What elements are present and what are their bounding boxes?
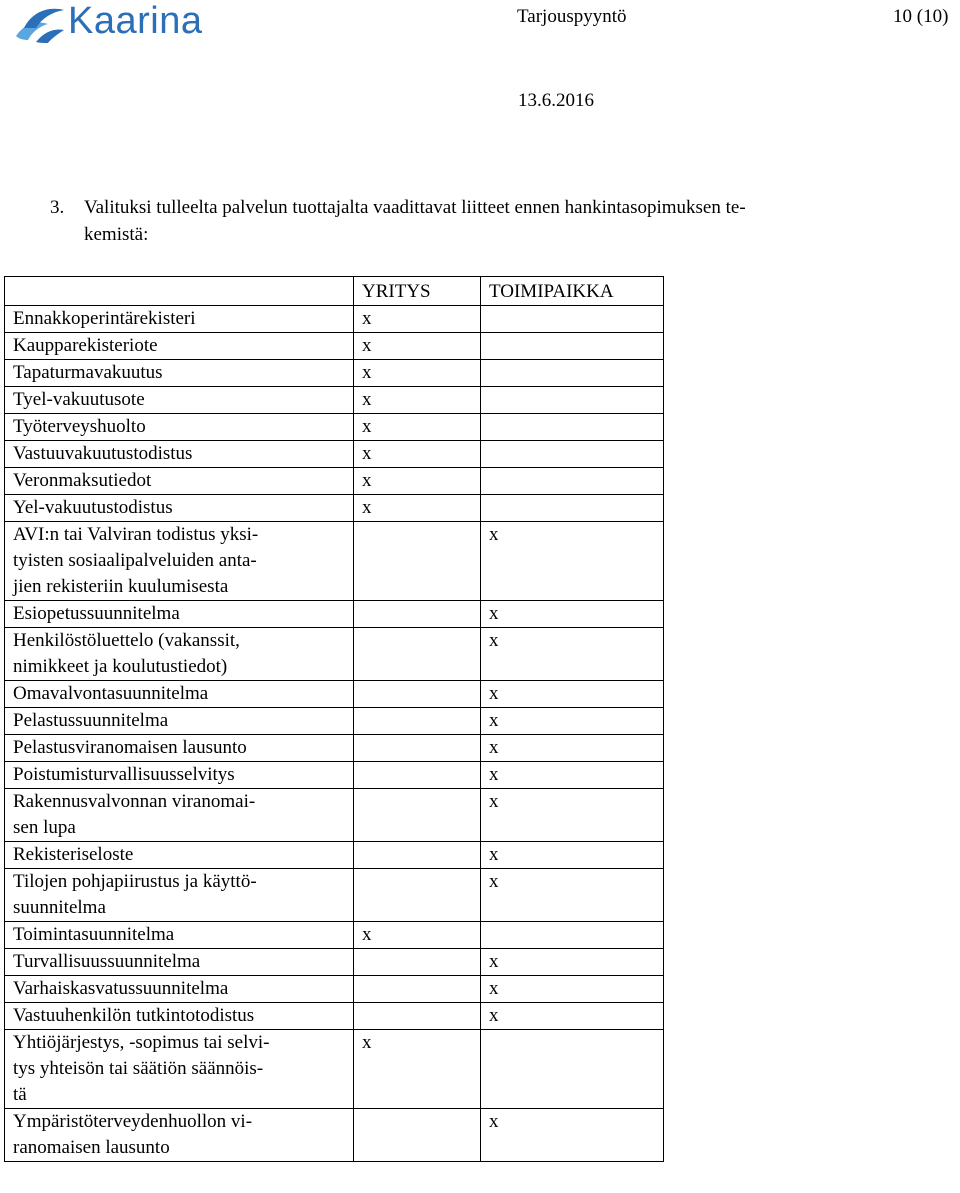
attachment-name-line: Kaupparekisteriote — [13, 335, 158, 356]
yritys-mark — [354, 842, 481, 869]
toimipaikka-mark: x — [481, 762, 664, 789]
table-header-row — [5, 277, 664, 306]
table-row — [5, 495, 664, 522]
attachment-name-line: AVI:n tai Valviran todistus yksi- — [13, 524, 259, 545]
attachment-name-line: ranomaisen lausunto — [13, 1137, 170, 1158]
toimipaikka-mark: x — [481, 522, 664, 601]
section-number: 3. — [50, 197, 65, 218]
attachment-name-line: Yhtiöjärjestys, -sopimus tai selvi- — [13, 1032, 270, 1053]
attachment-name — [5, 1030, 354, 1109]
attachment-name-line: Tyel-vakuutusote — [13, 389, 145, 410]
attachment-name-line: Tapaturmavakuutus — [13, 362, 163, 383]
attachment-name — [5, 601, 354, 628]
table-row — [5, 976, 664, 1003]
attachment-name-line: Omavalvontasuunnitelma — [13, 683, 209, 704]
yritys-mark: x — [354, 387, 481, 414]
kaarina-logo — [14, 2, 214, 44]
kaarina-wave-logo-icon — [14, 2, 66, 44]
table-row — [5, 762, 664, 789]
attachment-name — [5, 628, 354, 681]
attachment-name — [5, 441, 354, 468]
logo-wordmark: Kaarina — [68, 0, 203, 42]
yritys-mark — [354, 601, 481, 628]
table-row — [5, 468, 664, 495]
yritys-mark — [354, 708, 481, 735]
attachment-name — [5, 1003, 354, 1030]
table-row — [5, 1030, 664, 1109]
toimipaikka-mark — [481, 360, 664, 387]
yritys-mark: x — [354, 441, 481, 468]
attachment-name-line: Pelastussuunnitelma — [13, 710, 169, 731]
toimipaikka-mark — [481, 468, 664, 495]
attachment-name-line: Henkilöstöluettelo (vakanssit, — [13, 630, 240, 651]
toimipaikka-mark: x — [481, 869, 664, 922]
table-row — [5, 360, 664, 387]
toimipaikka-mark: x — [481, 976, 664, 1003]
attachment-name-line: Ympäristöterveydenhuollon vi- — [13, 1111, 253, 1132]
attachment-name-line: Tilojen pohjapiirustus ja käyttö- — [13, 871, 257, 892]
attachment-name-line: Työterveyshuolto — [13, 416, 146, 437]
table-row — [5, 601, 664, 628]
toimipaikka-mark: x — [481, 708, 664, 735]
section-text-line1: Valituksi tulleelta palvelun tuottajalta vaadittavat liitteet ennen hankintasopimuksen te- — [84, 197, 746, 218]
attachment-name-line: Esiopetussuunnitelma — [13, 603, 180, 624]
table-row — [5, 681, 664, 708]
attachment-name-line: Varhaiskasvatussuunnitelma — [13, 978, 229, 999]
attachment-name — [5, 522, 354, 601]
toimipaikka-mark — [481, 306, 664, 333]
attachment-name — [5, 681, 354, 708]
attachment-name-line: Vastuuhenkilön tutkintotodistus — [13, 1005, 255, 1026]
table-row — [5, 306, 664, 333]
toimipaikka-mark: x — [481, 735, 664, 762]
attachment-name — [5, 414, 354, 441]
table-row — [5, 1109, 664, 1162]
toimipaikka-mark — [481, 922, 664, 949]
attachment-name-line: jien rekisteriin kuulumisesta — [13, 576, 229, 597]
yritys-mark: x — [354, 495, 481, 522]
yritys-mark — [354, 789, 481, 842]
toimipaikka-mark: x — [481, 1003, 664, 1030]
page-number: 10 (10) — [893, 6, 949, 27]
document-title: Tarjouspyyntö — [517, 6, 627, 27]
toimipaikka-mark — [481, 441, 664, 468]
attachments-table — [4, 276, 664, 1162]
attachment-name — [5, 789, 354, 842]
yritys-mark: x — [354, 922, 481, 949]
table-row — [5, 735, 664, 762]
attachment-name-line: nimikkeet ja koulutustiedot) — [13, 656, 228, 677]
table-row — [5, 441, 664, 468]
yritys-mark — [354, 681, 481, 708]
attachment-name-line: Yel-vakuutustodistus — [13, 497, 173, 518]
yritys-mark — [354, 522, 481, 601]
attachment-name — [5, 387, 354, 414]
table-row — [5, 522, 664, 601]
table-row — [5, 333, 664, 360]
attachment-name — [5, 708, 354, 735]
toimipaikka-mark: x — [481, 601, 664, 628]
table-row — [5, 387, 664, 414]
attachment-name-line: Veronmaksutiedot — [13, 470, 152, 491]
yritys-mark — [354, 735, 481, 762]
yritys-mark: x — [354, 360, 481, 387]
toimipaikka-mark — [481, 333, 664, 360]
attachment-name — [5, 976, 354, 1003]
toimipaikka-mark: x — [481, 1109, 664, 1162]
attachment-name — [5, 468, 354, 495]
document-date: 13.6.2016 — [518, 90, 594, 111]
toimipaikka-mark: x — [481, 949, 664, 976]
attachment-name — [5, 495, 354, 522]
toimipaikka-mark — [481, 495, 664, 522]
yritys-mark: x — [354, 468, 481, 495]
table-row — [5, 869, 664, 922]
header-toimipaikka: TOIMIPAIKKA — [481, 277, 664, 306]
attachment-name — [5, 735, 354, 762]
table-row — [5, 414, 664, 441]
attachment-name — [5, 1109, 354, 1162]
table-row — [5, 842, 664, 869]
table-row — [5, 789, 664, 842]
attachment-name-line: Pelastusviranomaisen lausunto — [13, 737, 247, 758]
attachment-name-line: Vastuuvakuutustodistus — [13, 443, 193, 464]
yritys-mark — [354, 762, 481, 789]
attachment-name — [5, 306, 354, 333]
yritys-mark: x — [354, 1030, 481, 1109]
attachment-name-line: Turvallisuussuunnitelma — [13, 951, 201, 972]
attachment-name — [5, 949, 354, 976]
toimipaikka-mark — [481, 1030, 664, 1109]
attachment-name-line: Toimintasuunnitelma — [13, 924, 175, 945]
table-row — [5, 628, 664, 681]
toimipaikka-mark: x — [481, 681, 664, 708]
yritys-mark — [354, 1109, 481, 1162]
attachment-name — [5, 842, 354, 869]
yritys-mark — [354, 976, 481, 1003]
attachment-name-line: suunnitelma — [13, 897, 106, 918]
attachment-name-line: tä — [13, 1084, 27, 1105]
yritys-mark — [354, 628, 481, 681]
yritys-mark: x — [354, 414, 481, 441]
toimipaikka-mark: x — [481, 628, 664, 681]
yritys-mark: x — [354, 333, 481, 360]
toimipaikka-mark — [481, 387, 664, 414]
table-row — [5, 708, 664, 735]
attachments-table-body — [5, 306, 664, 1162]
header-yritys: YRITYS — [354, 277, 481, 306]
attachment-name-line: tyisten sosiaalipalveluiden anta- — [13, 550, 257, 571]
attachment-name — [5, 762, 354, 789]
table-row — [5, 922, 664, 949]
attachment-name — [5, 333, 354, 360]
attachment-name — [5, 922, 354, 949]
yritys-mark: x — [354, 306, 481, 333]
attachment-name — [5, 360, 354, 387]
toimipaikka-mark: x — [481, 789, 664, 842]
attachment-name — [5, 869, 354, 922]
toimipaikka-mark — [481, 414, 664, 441]
attachment-name-line: Rakennusvalvonnan viranomai- — [13, 791, 256, 812]
header-document — [5, 277, 354, 306]
attachment-name-line: tys yhteisön tai säätiön säännöis- — [13, 1058, 264, 1079]
attachment-name-line: Ennakkoperintärekisteri — [13, 308, 196, 329]
yritys-mark — [354, 1003, 481, 1030]
yritys-mark — [354, 949, 481, 976]
toimipaikka-mark: x — [481, 842, 664, 869]
table-row — [5, 1003, 664, 1030]
yritys-mark — [354, 869, 481, 922]
attachment-name-line: Poistumisturvallisuusselvitys — [13, 764, 235, 785]
attachment-name-line: sen lupa — [13, 817, 76, 838]
section-text-line2: kemistä: — [84, 224, 149, 245]
attachment-name-line: Rekisteriseloste — [13, 844, 134, 865]
table-row — [5, 949, 664, 976]
